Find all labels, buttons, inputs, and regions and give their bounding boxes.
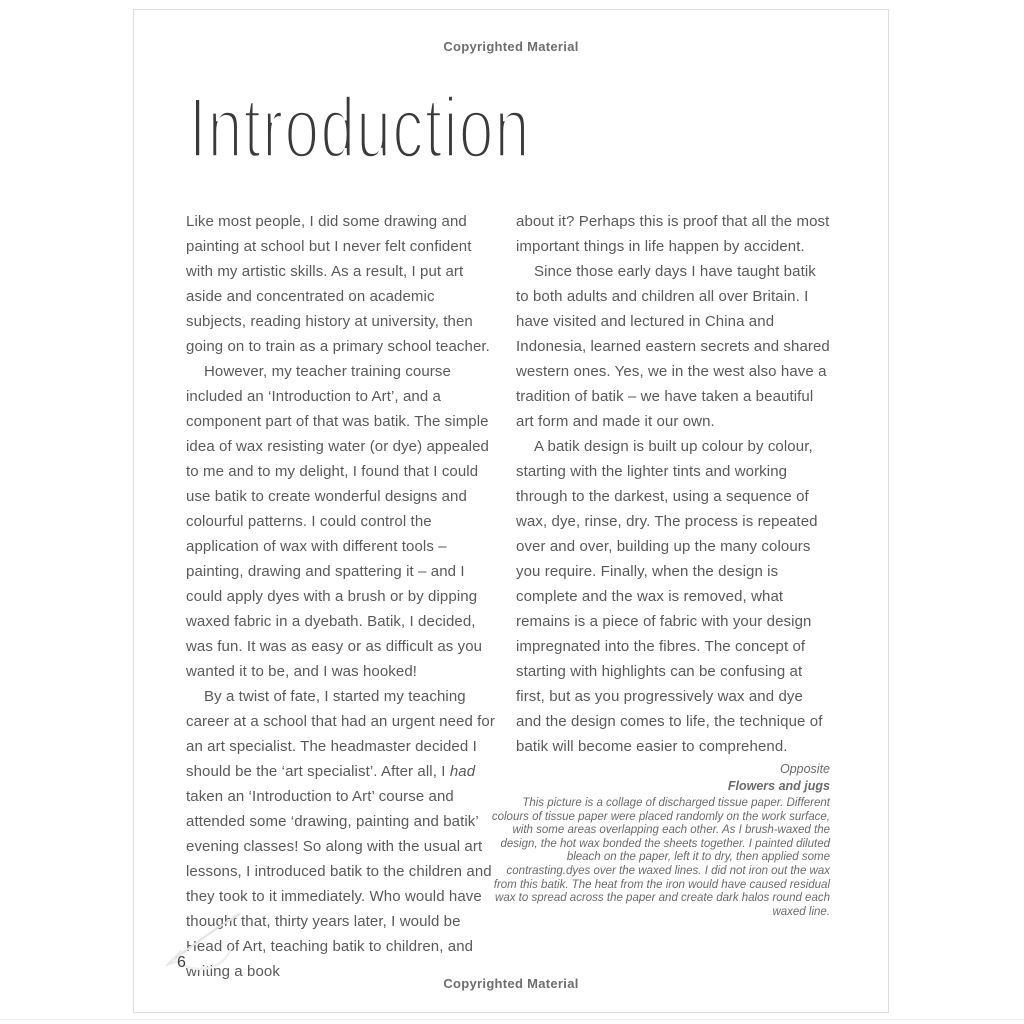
photo-caption <box>490 761 830 919</box>
caption-position-label: Opposite <box>779 762 830 776</box>
left-text-column <box>186 209 496 984</box>
paragraph-text: By a twist of fate, I started my teaching career at a school that had an urgent need for an art specialist. The headmaster decided I should be the ‘art specialist’. After all, I <box>186 688 495 780</box>
page-number: 6 <box>177 954 186 971</box>
paragraph: A batik design is built up colour by colour, starting with the lighter tints and working through to the darkest, using a sequence of wax, dye, rinse, dry. The process is repeated over and over, building up the many colours you require. Finally, when the design is complete and the wax is removed, what remains is a piece of fabric with your design impregnated into the fibres. The concept of starting with highlights can be confusing at first, but as you progressively wax and dye and the design comes to life, the technique of batik will become easier to comprehend. <box>516 438 823 755</box>
paragraph-text: taken an ‘Introduction to Art’ course and attended some ‘drawing, painting and batik’ evening classes! So along with the usual art lessons, I introduced batik to the children and they took to it immediately. Who would have thought that, thirty years later, I would be Head of Art, teaching batik to children, and writing a book <box>186 788 492 980</box>
page-title: Introduction <box>189 81 531 176</box>
italic-emphasis: had <box>449 763 476 780</box>
page-bottom-divider <box>0 1019 1024 1020</box>
paragraph: about it? Perhaps this is proof that all the most important things in life happen by accident. <box>516 213 830 255</box>
paragraph: Like most people, I did some drawing and painting at school but I never felt confident with my artistic skills. As a result, I put art aside and concentrated on academic subjects, reading history at university, then going on to train as a primary school teacher. <box>186 213 490 355</box>
paragraph: Since those early days I have taught batik to both adults and children all over Britain. I have visited and lectured in China and Indonesia, learned eastern secrets and shared western ones. Yes, we in the west also have a tradition of batik – we have taken a beautiful art form and made it our own. <box>516 263 830 430</box>
footer-copyright-text: Copyrighted Material <box>443 976 579 991</box>
paragraph: However, my teacher training course included an ‘Introduction to Art’, and a component part of that was batik. The simple idea of wax resisting water (or dye) appealed to me and to my delight, I found that I could use batik to create wonderful designs and colourful patterns. I could control the application of wax with different tools – painting, drawing and spattering it – and I could apply dyes with a brush or by dipping waxed fabric in a dyebath. Batik, I decided, was fun. It was as easy or as difficult as you wanted it to be, and I was hooked! <box>186 363 489 680</box>
page-sheet <box>133 9 889 1013</box>
caption-description: This picture is a collage of discharged tissue paper. Different colours of tissue paper were placed randomly on the work surface, with some areas overlapping each other. As I brush-waxed the design, the hot wax bonded the sheets together. I painted diluted bleach on the paper, left it to dry, then applied some contrasting.dyes over the waxed lines. I did not iron out the wax from this batik. The heat from the iron would have caused residual wax to spread across the paper and create dark halos round each waxed line. <box>491 797 830 918</box>
header-copyright-text: Copyrighted Material <box>443 39 579 54</box>
caption-artwork-title: Flowers and jugs <box>727 779 830 793</box>
